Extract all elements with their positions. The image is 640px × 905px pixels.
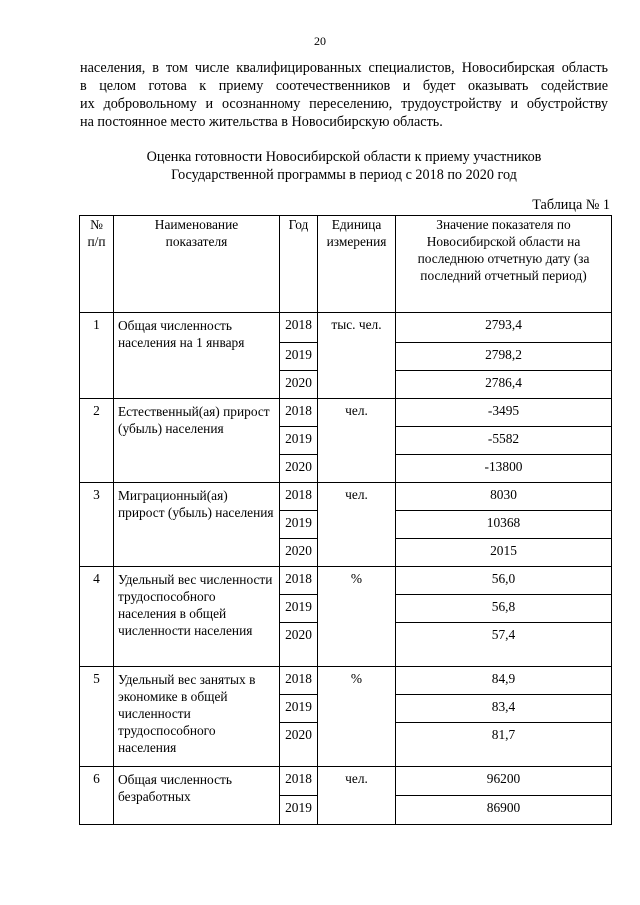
- value-cell: 84,9: [396, 667, 612, 695]
- indicators-table: [79, 215, 612, 825]
- value-cell: 2793,4: [396, 313, 612, 343]
- year-cell: 2020: [280, 723, 318, 767]
- table-row: [80, 667, 612, 695]
- year-cell: 2020: [280, 623, 318, 667]
- value-cell: 57,4: [396, 623, 612, 667]
- heading-line: Оценка готовности Новосибирской области к приему участников: [146, 149, 542, 165]
- table-header-row: [80, 216, 612, 313]
- year-cell: 2018: [280, 399, 318, 427]
- year-cell: 2020: [280, 371, 318, 399]
- year-cell: 2019: [280, 511, 318, 539]
- header-name: Наименование показателя: [114, 216, 280, 313]
- value-cell: 86900: [396, 796, 612, 825]
- year-cell: 2019: [280, 343, 318, 371]
- unit-cell: чел.: [318, 767, 396, 825]
- unit-cell: %: [318, 567, 396, 667]
- year-cell: 2018: [280, 667, 318, 695]
- value-cell: 8030: [396, 483, 612, 511]
- header-value: Значение показателя по Новосибирской области на последнюю отчетную дату (за последний отчетный период): [396, 216, 612, 313]
- year-cell: 2019: [280, 796, 318, 825]
- value-cell: 81,7: [396, 723, 612, 767]
- year-cell: 2018: [280, 767, 318, 796]
- year-cell: 2020: [280, 539, 318, 567]
- row-number: 4: [80, 567, 114, 667]
- indicator-name: Общая численность населения на 1 января: [114, 313, 280, 399]
- table-row: [80, 313, 612, 343]
- paragraph-line: на постоянное место жительства в Новосибирскую область.: [80, 114, 443, 130]
- body-paragraph: [80, 59, 608, 131]
- value-cell: -3495: [396, 399, 612, 427]
- paragraph-line: их добровольному и осознанному переселению, трудоустройству и обустройству: [80, 96, 608, 112]
- header-unit: Единица измерения: [318, 216, 396, 313]
- value-cell: -13800: [396, 455, 612, 483]
- year-cell: 2019: [280, 427, 318, 455]
- indicator-name: Естественный(ая) прирост (убыль) населения: [114, 399, 280, 483]
- table-caption: Таблица № 1: [532, 197, 610, 213]
- row-number: 2: [80, 399, 114, 483]
- value-cell: 83,4: [396, 695, 612, 723]
- heading-line: Государственной программы в период с 2018 по 2020 год: [171, 167, 517, 183]
- value-cell: 2015: [396, 539, 612, 567]
- value-cell: 2798,2: [396, 343, 612, 371]
- table-row: [80, 567, 612, 595]
- row-number: 1: [80, 313, 114, 399]
- value-cell: -5582: [396, 427, 612, 455]
- unit-cell: чел.: [318, 399, 396, 483]
- table-row: [80, 399, 612, 427]
- paragraph-line: в целом готова к приему соотечественников и будет оказывать содействие: [80, 78, 608, 94]
- value-cell: 2786,4: [396, 371, 612, 399]
- table-row: [80, 483, 612, 511]
- table-heading: [80, 148, 608, 184]
- indicator-name: Миграционный(ая) прирост (убыль) населения: [114, 483, 280, 567]
- unit-cell: %: [318, 667, 396, 767]
- value-cell: 10368: [396, 511, 612, 539]
- year-cell: 2019: [280, 595, 318, 623]
- year-cell: 2018: [280, 567, 318, 595]
- year-cell: 2018: [280, 483, 318, 511]
- header-year: Год: [280, 216, 318, 313]
- value-cell: 56,0: [396, 567, 612, 595]
- unit-cell: тыс. чел.: [318, 313, 396, 399]
- page-number: 20: [314, 34, 326, 48]
- year-cell: 2020: [280, 455, 318, 483]
- year-cell: 2018: [280, 313, 318, 343]
- row-number: 3: [80, 483, 114, 567]
- row-number: 6: [80, 767, 114, 825]
- paragraph-line: населения, в том числе квалифицированных специалистов, Новосибирская область: [80, 60, 608, 76]
- year-cell: 2019: [280, 695, 318, 723]
- indicator-name: Удельный вес численности трудоспособного населения в общей численности населения: [114, 567, 280, 667]
- unit-cell: чел.: [318, 483, 396, 567]
- row-number: 5: [80, 667, 114, 767]
- indicator-name: Удельный вес занятых в экономике в общей численности трудоспособного населения: [114, 667, 280, 767]
- indicator-name: Общая численность безработных: [114, 767, 280, 825]
- value-cell: 56,8: [396, 595, 612, 623]
- table-row: [80, 767, 612, 796]
- value-cell: 96200: [396, 767, 612, 796]
- header-num: № п/п: [80, 216, 114, 313]
